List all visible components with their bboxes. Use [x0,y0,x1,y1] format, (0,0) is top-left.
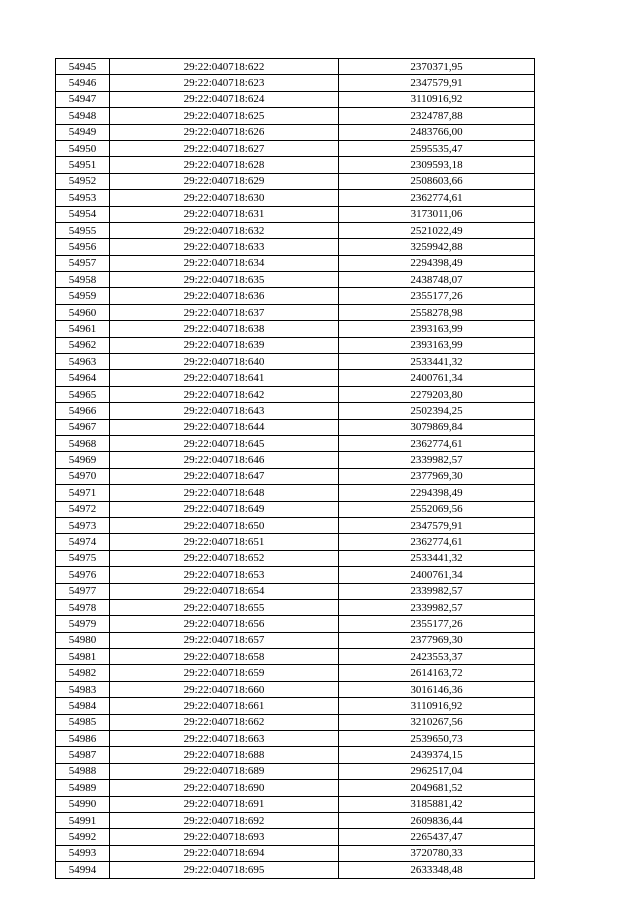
value-cell: 2539650,73 [339,731,535,747]
table-row [56,173,535,189]
cadastral-number-cell: 29:22:040718:633 [110,239,339,255]
value-cell: 2362774,61 [339,435,535,451]
value-cell: 2309593,18 [339,157,535,173]
row-number-cell: 54976 [56,567,110,583]
value-cell: 2347579,91 [339,517,535,533]
row-number-cell: 54972 [56,501,110,517]
value-cell: 3185881,42 [339,796,535,812]
value-cell: 2400761,34 [339,567,535,583]
table-row [56,468,535,484]
row-number-cell: 54951 [56,157,110,173]
cadastral-number-cell: 29:22:040718:631 [110,206,339,222]
cadastral-number-cell: 29:22:040718:651 [110,534,339,550]
table-row [56,140,535,156]
row-number-cell: 54977 [56,583,110,599]
row-number-cell: 54983 [56,681,110,697]
cadastral-number-cell: 29:22:040718:630 [110,190,339,206]
cadastral-number-cell: 29:22:040718:644 [110,419,339,435]
row-number-cell: 54964 [56,370,110,386]
row-number-cell: 54981 [56,649,110,665]
table-row [56,386,535,402]
cadastral-number-cell: 29:22:040718:624 [110,91,339,107]
row-number-cell: 54945 [56,59,110,75]
table-row [56,747,535,763]
value-cell: 2294398,49 [339,485,535,501]
cadastral-number-cell: 29:22:040718:628 [110,157,339,173]
value-cell: 2355177,26 [339,616,535,632]
row-number-cell: 54975 [56,550,110,566]
table-row [56,632,535,648]
row-number-cell: 54959 [56,288,110,304]
table-row [56,485,535,501]
value-cell: 2362774,61 [339,534,535,550]
row-number-cell: 54987 [56,747,110,763]
table-row [56,288,535,304]
table-row [56,796,535,812]
row-number-cell: 54980 [56,632,110,648]
table-row [56,599,535,615]
table-row [56,157,535,173]
row-number-cell: 54985 [56,714,110,730]
row-number-cell: 54954 [56,206,110,222]
cadastral-number-cell: 29:22:040718:689 [110,763,339,779]
table-row [56,780,535,796]
value-cell: 2483766,00 [339,124,535,140]
cadastral-number-cell: 29:22:040718:662 [110,714,339,730]
value-cell: 2339982,57 [339,583,535,599]
row-number-cell: 54968 [56,435,110,451]
value-cell: 3173011,06 [339,206,535,222]
data-table [55,58,535,879]
table-row [56,763,535,779]
cadastral-number-cell: 29:22:040718:643 [110,403,339,419]
cadastral-number-cell: 29:22:040718:637 [110,304,339,320]
value-cell: 2339982,57 [339,452,535,468]
value-cell: 2633348,48 [339,862,535,878]
cadastral-number-cell: 29:22:040718:695 [110,862,339,878]
value-cell: 2508603,66 [339,173,535,189]
cadastral-number-cell: 29:22:040718:638 [110,321,339,337]
cadastral-number-cell: 29:22:040718:692 [110,812,339,828]
value-cell: 2393163,99 [339,337,535,353]
cadastral-number-cell: 29:22:040718:660 [110,681,339,697]
value-cell: 2339982,57 [339,599,535,615]
row-number-cell: 54957 [56,255,110,271]
table-row [56,124,535,140]
cadastral-number-cell: 29:22:040718:634 [110,255,339,271]
row-number-cell: 54949 [56,124,110,140]
cadastral-number-cell: 29:22:040718:690 [110,780,339,796]
cadastral-number-cell: 29:22:040718:636 [110,288,339,304]
cadastral-number-cell: 29:22:040718:694 [110,845,339,861]
row-number-cell: 54953 [56,190,110,206]
value-cell: 2294398,49 [339,255,535,271]
value-cell: 2370371,95 [339,59,535,75]
value-cell: 2552069,56 [339,501,535,517]
cadastral-number-cell: 29:22:040718:693 [110,829,339,845]
row-number-cell: 54973 [56,517,110,533]
table-row [56,731,535,747]
table-row [56,616,535,632]
cadastral-number-cell: 29:22:040718:654 [110,583,339,599]
value-cell: 2324787,88 [339,108,535,124]
table-row [56,354,535,370]
row-number-cell: 54947 [56,91,110,107]
row-number-cell: 54979 [56,616,110,632]
value-cell: 2533441,32 [339,550,535,566]
cadastral-number-cell: 29:22:040718:661 [110,698,339,714]
row-number-cell: 54990 [56,796,110,812]
value-cell: 3210267,56 [339,714,535,730]
cadastral-number-cell: 29:22:040718:642 [110,386,339,402]
value-cell: 2595535,47 [339,140,535,156]
cadastral-number-cell: 29:22:040718:622 [110,59,339,75]
cadastral-number-cell: 29:22:040718:648 [110,485,339,501]
table-row [56,255,535,271]
value-cell: 2423553,37 [339,649,535,665]
table-row [56,583,535,599]
table-row [56,272,535,288]
cadastral-number-cell: 29:22:040718:647 [110,468,339,484]
row-number-cell: 54978 [56,599,110,615]
table-row [56,862,535,878]
table-row [56,845,535,861]
cadastral-number-cell: 29:22:040718:655 [110,599,339,615]
value-cell: 3720780,33 [339,845,535,861]
cadastral-number-cell: 29:22:040718:646 [110,452,339,468]
value-cell: 3259942,88 [339,239,535,255]
cadastral-number-cell: 29:22:040718:652 [110,550,339,566]
row-number-cell: 54965 [56,386,110,402]
table-row [56,435,535,451]
value-cell: 2377969,30 [339,632,535,648]
row-number-cell: 54960 [56,304,110,320]
cadastral-number-cell: 29:22:040718:640 [110,354,339,370]
value-cell: 2558278,98 [339,304,535,320]
cadastral-number-cell: 29:22:040718:658 [110,649,339,665]
table-row [56,403,535,419]
table-row [56,222,535,238]
row-number-cell: 54982 [56,665,110,681]
table-body [56,59,535,879]
table-row [56,649,535,665]
row-number-cell: 54956 [56,239,110,255]
row-number-cell: 54991 [56,812,110,828]
row-number-cell: 54955 [56,222,110,238]
row-number-cell: 54946 [56,75,110,91]
value-cell: 2049681,52 [339,780,535,796]
value-cell: 3110916,92 [339,91,535,107]
value-cell: 2347579,91 [339,75,535,91]
value-cell: 2362774,61 [339,190,535,206]
table-row [56,452,535,468]
table-row [56,91,535,107]
row-number-cell: 54969 [56,452,110,468]
table-row [56,829,535,845]
cadastral-number-cell: 29:22:040718:653 [110,567,339,583]
cadastral-number-cell: 29:22:040718:657 [110,632,339,648]
value-cell: 3079869,84 [339,419,535,435]
value-cell: 2438748,07 [339,272,535,288]
cadastral-number-cell: 29:22:040718:627 [110,140,339,156]
cadastral-number-cell: 29:22:040718:656 [110,616,339,632]
cadastral-number-cell: 29:22:040718:659 [110,665,339,681]
row-number-cell: 54966 [56,403,110,419]
table-row [56,517,535,533]
cadastral-number-cell: 29:22:040718:691 [110,796,339,812]
value-cell: 2279203,80 [339,386,535,402]
cadastral-number-cell: 29:22:040718:635 [110,272,339,288]
cadastral-number-cell: 29:22:040718:649 [110,501,339,517]
value-cell: 2355177,26 [339,288,535,304]
row-number-cell: 54993 [56,845,110,861]
row-number-cell: 54974 [56,534,110,550]
value-cell: 2439374,15 [339,747,535,763]
cadastral-number-cell: 29:22:040718:688 [110,747,339,763]
value-cell: 2962517,04 [339,763,535,779]
row-number-cell: 54950 [56,140,110,156]
table-row [56,75,535,91]
cadastral-number-cell: 29:22:040718:641 [110,370,339,386]
value-cell: 2502394,25 [339,403,535,419]
cadastral-number-cell: 29:22:040718:623 [110,75,339,91]
value-cell: 2533441,32 [339,354,535,370]
value-cell: 2377969,30 [339,468,535,484]
table-row [56,190,535,206]
value-cell: 2614163,72 [339,665,535,681]
value-cell: 2400761,34 [339,370,535,386]
value-cell: 2265437,47 [339,829,535,845]
table-row [56,59,535,75]
row-number-cell: 54961 [56,321,110,337]
row-number-cell: 54962 [56,337,110,353]
row-number-cell: 54958 [56,272,110,288]
value-cell: 2393163,99 [339,321,535,337]
row-number-cell: 54992 [56,829,110,845]
table-row [56,567,535,583]
row-number-cell: 54988 [56,763,110,779]
cadastral-number-cell: 29:22:040718:639 [110,337,339,353]
table-row [56,714,535,730]
table-row [56,812,535,828]
cadastral-number-cell: 29:22:040718:663 [110,731,339,747]
table-row [56,239,535,255]
row-number-cell: 54970 [56,468,110,484]
table-row [56,321,535,337]
table-row [56,534,535,550]
table-row [56,206,535,222]
cadastral-number-cell: 29:22:040718:632 [110,222,339,238]
table-row [56,370,535,386]
table-row [56,665,535,681]
table-row [56,681,535,697]
row-number-cell: 54967 [56,419,110,435]
table-row [56,419,535,435]
table-row [56,304,535,320]
row-number-cell: 54994 [56,862,110,878]
cadastral-number-cell: 29:22:040718:625 [110,108,339,124]
row-number-cell: 54952 [56,173,110,189]
cadastral-number-cell: 29:22:040718:626 [110,124,339,140]
row-number-cell: 54971 [56,485,110,501]
table-row [56,698,535,714]
value-cell: 2521022,49 [339,222,535,238]
cadastral-number-cell: 29:22:040718:650 [110,517,339,533]
row-number-cell: 54963 [56,354,110,370]
row-number-cell: 54986 [56,731,110,747]
value-cell: 2609836,44 [339,812,535,828]
cadastral-number-cell: 29:22:040718:629 [110,173,339,189]
cadastral-number-cell: 29:22:040718:645 [110,435,339,451]
table-row [56,550,535,566]
table-row [56,337,535,353]
value-cell: 3016146,36 [339,681,535,697]
row-number-cell: 54948 [56,108,110,124]
table-row [56,501,535,517]
table-row [56,108,535,124]
row-number-cell: 54989 [56,780,110,796]
row-number-cell: 54984 [56,698,110,714]
value-cell: 3110916,92 [339,698,535,714]
